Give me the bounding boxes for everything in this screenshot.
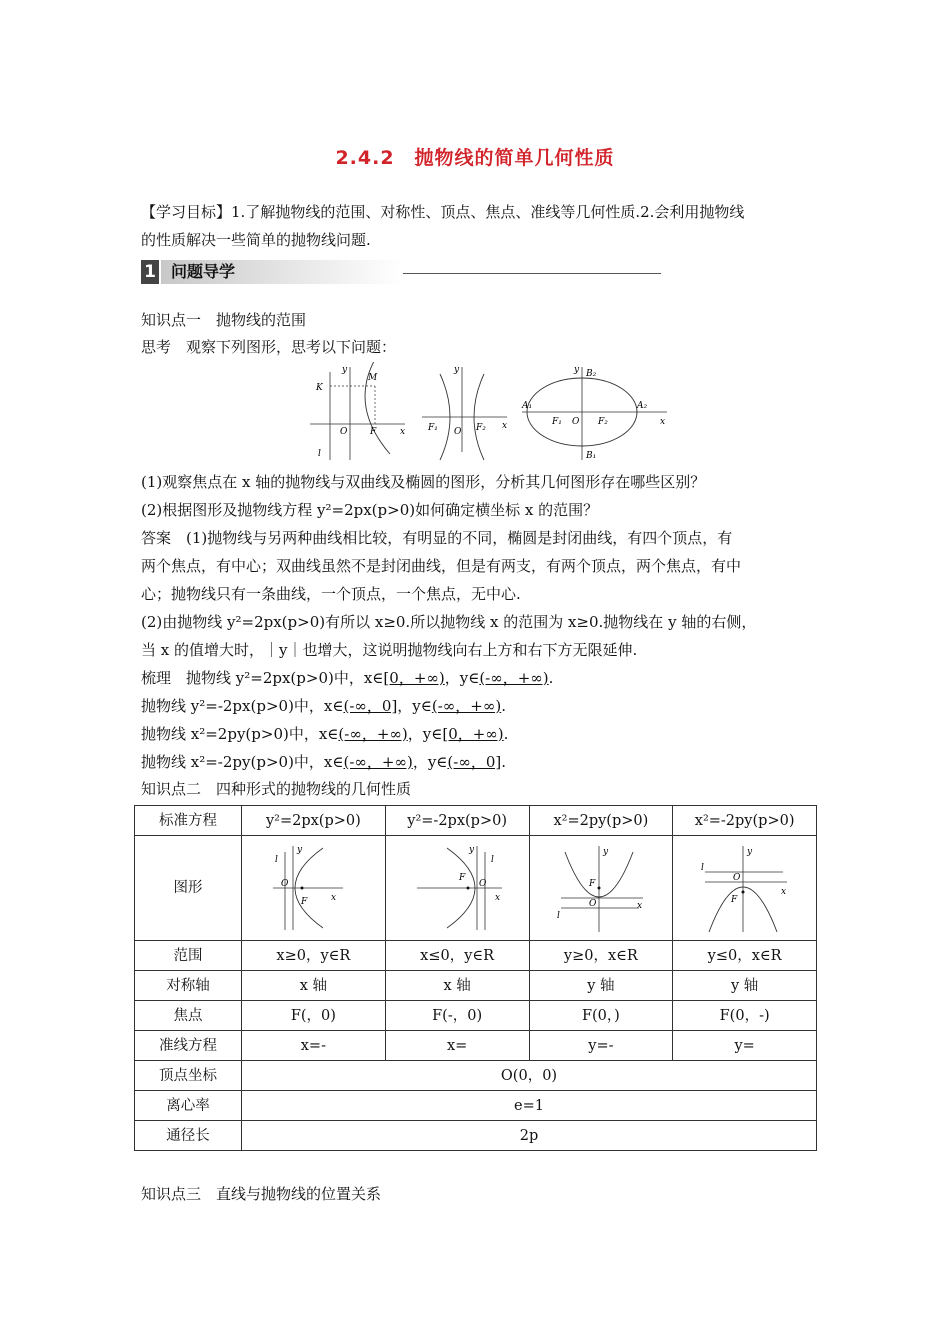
fig-label: F₁ (552, 417, 562, 427)
table-row (135, 1091, 817, 1121)
table-row (135, 836, 817, 941)
summary-text: 抛物线 x²=-2py(p>0)中，x∈ (141, 753, 344, 771)
fig-label: O (340, 427, 348, 437)
fig-label: O (479, 879, 487, 889)
table-cell: y≥0，x∈R (529, 941, 673, 971)
summary-text: 抛物线 y²=-2px(p>0)中，x∈ (141, 697, 344, 715)
table-cell: x≥0，y∈R (242, 941, 386, 971)
fig-label: A₂ (637, 401, 648, 411)
table-cell (529, 836, 673, 941)
table-cell: y²=2px(p>0) (242, 806, 386, 836)
parabola-left-figure (407, 842, 507, 934)
summary-answer: (-∞，+∞) (343, 753, 413, 771)
objectives-text-1: 1.了解抛物线的范围、对称性、顶点、焦点、准线等几何性质.2.会利用抛物线 (231, 203, 745, 221)
summary-text: . (501, 753, 506, 771)
table-cell: y≤0，x∈R (673, 941, 817, 971)
table-row (135, 1001, 817, 1031)
fig-label: y (574, 365, 580, 375)
fig-label: O (588, 899, 597, 909)
section-banner (141, 260, 521, 284)
properties-table (134, 805, 817, 1151)
table-row (135, 941, 817, 971)
summary-line (141, 724, 508, 744)
fig-label: l (700, 863, 704, 873)
fig-label: y (297, 845, 303, 855)
comparison-figures (310, 362, 670, 462)
fig-label: F₂ (476, 423, 486, 433)
fig-label: x (331, 893, 337, 903)
summary-answer: (-∞，+∞) (338, 725, 408, 743)
page-title: 2.4.2 抛物线的简单几何性质 (335, 147, 615, 169)
summary-text: ，y∈ (412, 753, 448, 771)
summary-text: . (548, 669, 554, 687)
fig-label: F (588, 879, 596, 889)
table-cell: 范围 (135, 941, 242, 971)
table-cell: y=- (529, 1031, 673, 1061)
fig-label: K (316, 383, 323, 393)
answer-line: 两个焦点，有中心；双曲线虽然不是封闭曲线，但是有两支，有两个顶点，两个焦点，有中 (141, 557, 742, 575)
summary-answer: [0，+∞) (442, 725, 504, 743)
summary-answer: (-∞，+∞) (431, 697, 502, 715)
table-cell: x 轴 (242, 971, 386, 1001)
table-cell (673, 836, 817, 941)
fig-label: l (491, 855, 495, 865)
table-cell: F(0，) (529, 1001, 673, 1031)
fig-label: O (281, 879, 289, 889)
fig-label: x (780, 887, 786, 897)
table-row (135, 1121, 817, 1151)
table-cell: 图形 (135, 836, 242, 941)
fig-label: F (301, 897, 308, 907)
table-cell: 准线方程 (135, 1031, 242, 1061)
parabola-up-figure (551, 842, 651, 934)
fig-label: x (636, 901, 642, 911)
table-cell: e=1 (242, 1091, 817, 1121)
table-cell: x= (385, 1031, 529, 1061)
fig-label: O (732, 873, 741, 883)
table-cell (242, 836, 386, 941)
table-header-row (135, 806, 817, 836)
fig-label: F (730, 895, 737, 905)
ellipse-figure (521, 365, 667, 461)
fig-label: y (454, 365, 460, 375)
table-cell: y 轴 (529, 971, 673, 1001)
fig-label: l (275, 855, 279, 865)
fig-label: y (469, 845, 475, 855)
kp3-heading: 知识点三 直线与抛物线的位置关系 (141, 1185, 382, 1203)
fig-label: A₁ (522, 401, 533, 411)
answer-line: 心；抛物线只有一条曲线，一个顶点，一个焦点，无中心. (141, 585, 521, 603)
answer-line: 答案 (1)抛物线与另两种曲线相比较，有明显的不同，椭圆是封闭曲线，有四个顶点，有 (141, 529, 733, 547)
fig-label: F (370, 427, 377, 437)
summary-answer: [0，+∞) (383, 669, 445, 687)
summary-answer: (-∞，0] (343, 697, 398, 715)
table-cell: 标准方程 (135, 806, 242, 836)
kp1-heading: 知识点一 抛物线的范围 (141, 311, 307, 329)
fig-label: F (459, 873, 466, 883)
summary-text: 抛物线 x²=2py(p>0)中，x∈ (141, 725, 339, 743)
section-label: 问题导学 (161, 260, 401, 284)
summary-text: 梳理 抛物线 y²=2px(p>0)中，x∈ (141, 669, 384, 687)
fig-label: B₂ (586, 369, 597, 379)
table-cell: 对称轴 (135, 971, 242, 1001)
table-cell: y²=-2px(p>0) (385, 806, 529, 836)
section-rule (403, 273, 661, 274)
table-cell: F(-，0) (385, 1001, 529, 1031)
fig-label: B₁ (586, 451, 597, 461)
table-cell: F(，0) (242, 1001, 386, 1031)
summary-answer: (-∞，0] (447, 753, 502, 771)
fig-label: O (454, 427, 462, 437)
fig-label: F₂ (598, 417, 608, 427)
table-row (135, 1031, 817, 1061)
parabola-figure (310, 362, 405, 460)
fig-label: x (400, 427, 406, 437)
question-1: (1)观察焦点在 x 轴的抛物线与双曲线及椭圆的图形，分析其几何图形存在哪些区别？ (141, 473, 706, 491)
table-cell: y= (673, 1031, 817, 1061)
table-cell: 顶点坐标 (135, 1061, 242, 1091)
table-cell: F(0，-) (673, 1001, 817, 1031)
fig-label: M (368, 373, 378, 383)
summary-line (141, 752, 506, 772)
table-cell: y 轴 (673, 971, 817, 1001)
table-cell: x=- (242, 1031, 386, 1061)
fig-label: F₁ (428, 423, 438, 433)
parabola-right-figure (263, 842, 363, 934)
fig-label: y (746, 847, 752, 857)
fig-label: x (495, 893, 501, 903)
summary-line (141, 668, 553, 688)
fig-label: x (660, 417, 666, 427)
parabola-down-figure (695, 842, 795, 934)
fig-label: O (572, 417, 580, 427)
fig-label: y (602, 847, 608, 857)
fig-label: l (318, 449, 321, 459)
objectives-label: 【学习目标】 (141, 203, 232, 221)
summary-line (141, 696, 506, 716)
table-cell: x²=2py(p>0) (529, 806, 673, 836)
summary-text: . (501, 697, 506, 715)
summary-text: . (503, 725, 509, 743)
summary-text: ，y∈ (407, 725, 443, 743)
answer-line: 当 x 的值增大时，｜y｜也增大，这说明抛物线向右上方和右下方无限延伸. (141, 641, 638, 659)
table-cell: 离心率 (135, 1091, 242, 1121)
table-row (135, 1061, 817, 1091)
table-cell: x 轴 (385, 971, 529, 1001)
learning-objectives (141, 202, 744, 222)
table-cell: x²=-2py(p>0) (673, 806, 817, 836)
kp1-think: 思考 观察下列图形，思考以下问题： (141, 338, 397, 356)
table-cell: 焦点 (135, 1001, 242, 1031)
table-cell (385, 836, 529, 941)
table-cell: 2p (242, 1121, 817, 1151)
answer-line: (2)由抛物线 y²=2px(p>0)有所以 x≥0.所以抛物线 x 的范围为 x≥0.抛物线在 y 轴的右侧， (141, 613, 757, 631)
objectives-text-2: 的性质解决一些简单的抛物线问题. (141, 231, 371, 249)
question-2: (2)根据图形及抛物线方程 y²=2px(p>0)如何确定横坐标 x 的范围？ (141, 501, 599, 519)
fig-label: l (556, 911, 560, 921)
fig-label: y (342, 365, 348, 375)
summary-answer: (-∞，+∞) (479, 669, 549, 687)
summary-text: ，y∈ (444, 669, 480, 687)
hyperbola-figure (422, 365, 507, 460)
table-row (135, 971, 817, 1001)
table-cell: O(0，0) (242, 1061, 817, 1091)
section-number: 1 (141, 260, 159, 284)
table-cell: x≤0，y∈R (385, 941, 529, 971)
fig-label: x (502, 421, 508, 431)
table-cell: 通径长 (135, 1121, 242, 1151)
summary-text: ，y∈ (397, 697, 432, 715)
kp2-heading: 知识点二 四种形式的抛物线的几何性质 (141, 780, 412, 798)
